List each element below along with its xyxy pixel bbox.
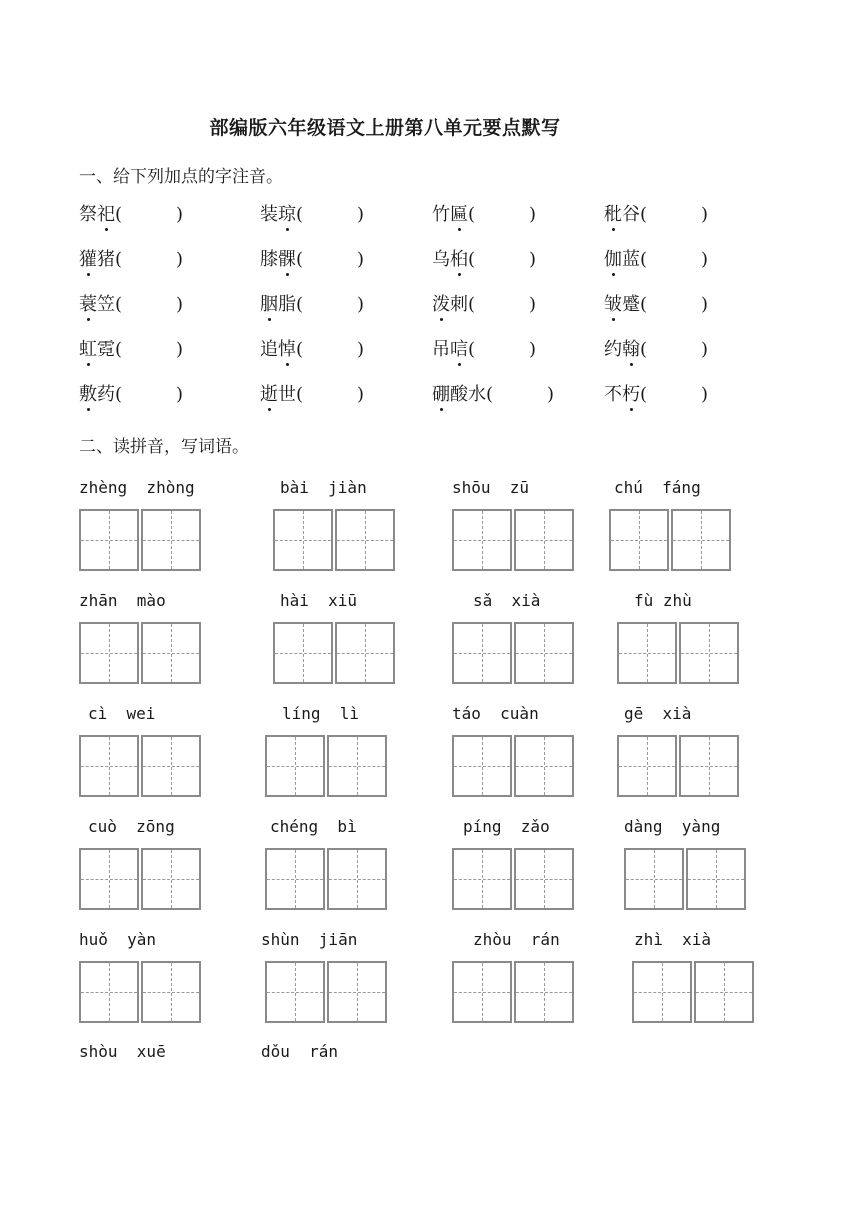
- section-1-heading: 一、给下列加点的字注音。: [79, 167, 283, 187]
- writing-grid: [79, 735, 203, 799]
- writing-grid: [617, 735, 741, 799]
- writing-cell[interactable]: [335, 622, 395, 684]
- writing-cell[interactable]: [273, 509, 333, 571]
- writing-cell[interactable]: [79, 735, 139, 797]
- answer-blank[interactable]: ( ): [115, 294, 184, 315]
- writing-cell[interactable]: [514, 961, 574, 1023]
- dotted-character: 髁: [278, 245, 296, 271]
- writing-cell[interactable]: [452, 735, 512, 797]
- word-text: 乌: [432, 249, 450, 270]
- pinyin-label: píng zǎo: [463, 817, 550, 836]
- word-text: 约: [604, 339, 622, 360]
- phonetic-item: [604, 200, 708, 226]
- pinyin-label: shùn jiān: [261, 930, 358, 949]
- answer-blank[interactable]: ( ): [296, 249, 365, 270]
- writing-cell[interactable]: [671, 509, 731, 571]
- dotted-character: 敷: [79, 380, 97, 406]
- pinyin-label: zhì xià: [634, 930, 712, 949]
- word-text: 蹙: [622, 294, 640, 315]
- answer-blank[interactable]: ( ): [115, 384, 184, 405]
- phonetic-row: [79, 335, 799, 365]
- dotted-character: 匾: [450, 200, 468, 226]
- phonetic-item: [604, 335, 708, 361]
- writing-cell[interactable]: [265, 961, 325, 1023]
- answer-blank[interactable]: ( ): [296, 339, 365, 360]
- answer-blank[interactable]: ( ): [115, 339, 184, 360]
- phonetic-item: [79, 290, 183, 316]
- phonetic-item: [604, 380, 708, 406]
- pinyin-label: chéng bì: [270, 817, 357, 836]
- phonetic-item: [432, 200, 536, 226]
- writing-cell[interactable]: [452, 509, 512, 571]
- answer-blank[interactable]: ( ): [468, 204, 537, 225]
- writing-cell[interactable]: [141, 735, 201, 797]
- writing-grid: [273, 509, 397, 573]
- answer-blank[interactable]: ( ): [296, 294, 365, 315]
- writing-cell[interactable]: [679, 735, 739, 797]
- writing-cell[interactable]: [327, 961, 387, 1023]
- phonetic-item: [604, 290, 708, 316]
- writing-grid: [265, 735, 389, 799]
- writing-cell[interactable]: [79, 848, 139, 910]
- writing-grid: [452, 961, 576, 1025]
- dotted-character: 獾: [79, 245, 97, 271]
- answer-blank[interactable]: ( ): [468, 294, 537, 315]
- word-text: 药: [97, 384, 115, 405]
- section-2-heading: 二、读拼音，写词语。: [79, 437, 249, 457]
- writing-cell[interactable]: [514, 848, 574, 910]
- writing-cell[interactable]: [452, 961, 512, 1023]
- writing-cell[interactable]: [452, 622, 512, 684]
- word-text: 刺: [450, 294, 468, 315]
- writing-grid: [609, 509, 733, 573]
- writing-cell[interactable]: [452, 848, 512, 910]
- pinyin-label: shòu xuē: [79, 1042, 166, 1061]
- phonetic-item: [260, 200, 364, 226]
- phonetic-item: [79, 380, 183, 406]
- pinyin-label: zhèng zhòng: [79, 478, 195, 497]
- answer-blank[interactable]: ( ): [468, 339, 537, 360]
- answer-blank[interactable]: ( ): [486, 384, 555, 405]
- writing-cell[interactable]: [632, 961, 692, 1023]
- answer-blank[interactable]: ( ): [640, 339, 709, 360]
- page-title: 部编版六年级语文上册第八单元要点默写: [209, 117, 561, 139]
- pinyin-label: fù zhù: [634, 591, 692, 610]
- answer-blank[interactable]: ( ): [468, 249, 537, 270]
- writing-cell[interactable]: [624, 848, 684, 910]
- dotted-character: 悼: [278, 335, 296, 361]
- phonetic-row: [79, 245, 799, 275]
- writing-cell[interactable]: [694, 961, 754, 1023]
- writing-grid: [452, 848, 576, 912]
- word-text: 吊: [432, 339, 450, 360]
- writing-grid: [632, 961, 756, 1025]
- word-text: 不: [604, 384, 622, 405]
- writing-cell[interactable]: [514, 509, 574, 571]
- pinyin-label: chú fáng: [614, 478, 701, 497]
- writing-cell[interactable]: [141, 509, 201, 571]
- answer-blank[interactable]: ( ): [115, 204, 184, 225]
- word-text: 脂: [278, 294, 296, 315]
- writing-grid: [79, 509, 203, 573]
- phonetic-item: [79, 335, 183, 361]
- pinyin-label: zhòu rán: [473, 930, 560, 949]
- dotted-character: 泼: [432, 290, 450, 316]
- pinyin-label: cì wei: [88, 704, 156, 723]
- phonetic-item: [432, 290, 536, 316]
- pinyin-label: gē xià: [624, 704, 692, 723]
- writing-grid: [265, 961, 389, 1025]
- writing-cell[interactable]: [79, 961, 139, 1023]
- word-text: 膝: [260, 249, 278, 270]
- phonetic-item: [260, 245, 364, 271]
- writing-cell[interactable]: [265, 735, 325, 797]
- writing-cell[interactable]: [141, 961, 201, 1023]
- phonetic-item: [79, 200, 183, 226]
- pinyin-label: táo cuàn: [452, 704, 539, 723]
- answer-blank[interactable]: ( ): [640, 249, 709, 270]
- writing-grid: [79, 622, 203, 686]
- word-text: 装: [260, 204, 278, 225]
- answer-blank[interactable]: ( ): [115, 249, 184, 270]
- writing-grid: [273, 622, 397, 686]
- word-text: 猪: [97, 249, 115, 270]
- writing-cell[interactable]: [609, 509, 669, 571]
- dotted-character: 蓑: [79, 290, 97, 316]
- answer-blank[interactable]: ( ): [640, 204, 709, 225]
- pinyin-label: cuò zōng: [88, 817, 175, 836]
- writing-cell[interactable]: [617, 735, 677, 797]
- writing-cell[interactable]: [79, 622, 139, 684]
- pinyin-label: huǒ yàn: [79, 930, 157, 949]
- writing-cell[interactable]: [141, 848, 201, 910]
- phonetic-item: [260, 335, 364, 361]
- dotted-character: 虹: [79, 335, 97, 361]
- word-text: 祭: [79, 204, 97, 225]
- writing-cell[interactable]: [141, 622, 201, 684]
- dotted-character: 朽: [622, 380, 640, 406]
- phonetic-item: [432, 335, 536, 361]
- writing-grid: [79, 848, 203, 912]
- writing-cell[interactable]: [514, 622, 574, 684]
- writing-grid: [452, 509, 576, 573]
- answer-blank[interactable]: ( ): [640, 294, 709, 315]
- answer-blank[interactable]: ( ): [296, 384, 365, 405]
- phonetic-item: [432, 380, 554, 406]
- word-text: 酸水: [450, 384, 486, 405]
- dotted-character: 逝: [260, 380, 278, 406]
- phonetic-item: [260, 290, 364, 316]
- writing-cell[interactable]: [265, 848, 325, 910]
- pinyin-label: sǎ xià: [473, 591, 541, 610]
- writing-grid: [452, 735, 576, 799]
- dotted-character: 皱: [604, 290, 622, 316]
- pinyin-label: zhān mào: [79, 591, 166, 610]
- dotted-character: 伽: [604, 245, 622, 271]
- phonetic-item: [79, 245, 183, 271]
- writing-cell[interactable]: [679, 622, 739, 684]
- writing-grid: [265, 848, 389, 912]
- word-text: 笠: [97, 294, 115, 315]
- dotted-character: 硼: [432, 380, 450, 406]
- word-text: 蓝: [622, 249, 640, 270]
- writing-cell[interactable]: [617, 622, 677, 684]
- dotted-character: 胭: [260, 290, 278, 316]
- word-text: 谷: [622, 204, 640, 225]
- pinyin-label: líng lì: [282, 704, 360, 723]
- answer-blank[interactable]: ( ): [296, 204, 365, 225]
- dotted-character: 秕: [604, 200, 622, 226]
- dotted-character: 唁: [450, 335, 468, 361]
- phonetic-row: [79, 200, 799, 230]
- phonetic-item: [432, 245, 536, 271]
- writing-grid: [624, 848, 748, 912]
- writing-cell[interactable]: [514, 735, 574, 797]
- writing-cell[interactable]: [327, 735, 387, 797]
- dotted-character: 翰: [622, 335, 640, 361]
- writing-grid: [617, 622, 741, 686]
- writing-grid: [452, 622, 576, 686]
- pinyin-label: hài xiū: [280, 591, 358, 610]
- word-text: 霓: [97, 339, 115, 360]
- word-text: 竹: [432, 204, 450, 225]
- word-text: 追: [260, 339, 278, 360]
- writing-cell[interactable]: [273, 622, 333, 684]
- phonetic-item: [604, 245, 708, 271]
- phonetic-row: [79, 380, 799, 410]
- writing-cell[interactable]: [686, 848, 746, 910]
- writing-cell[interactable]: [335, 509, 395, 571]
- answer-blank[interactable]: ( ): [640, 384, 709, 405]
- phonetic-item: [260, 380, 364, 406]
- phonetic-row: [79, 290, 799, 320]
- pinyin-label: dǒu rán: [261, 1042, 339, 1061]
- dotted-character: 琼: [278, 200, 296, 226]
- dotted-character: 祀: [97, 200, 115, 226]
- writing-cell[interactable]: [79, 509, 139, 571]
- writing-grid: [79, 961, 203, 1025]
- writing-cell[interactable]: [327, 848, 387, 910]
- word-text: 世: [278, 384, 296, 405]
- pinyin-label: bài jiàn: [280, 478, 367, 497]
- pinyin-label: dàng yàng: [624, 817, 721, 836]
- dotted-character: 桕: [450, 245, 468, 271]
- pinyin-label: shōu zū: [452, 478, 530, 497]
